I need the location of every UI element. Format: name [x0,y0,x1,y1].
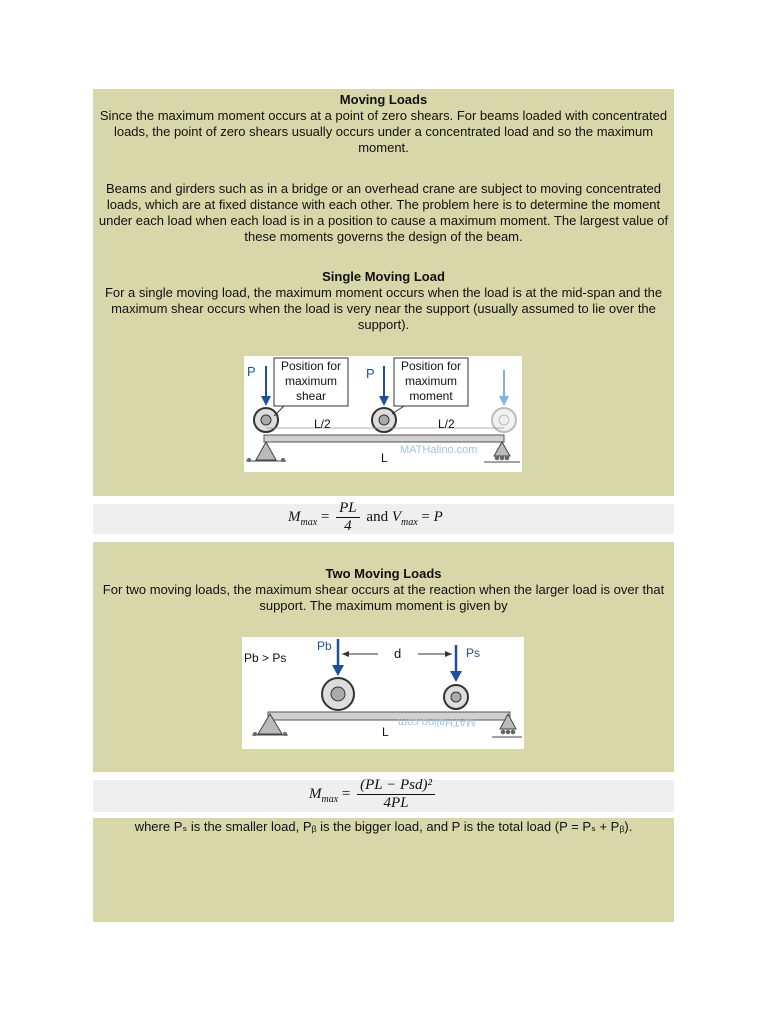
two-loads-formula: $M_{max}$ = $\frac{\text{(PL − Psd)²}}{4PL}$ [309,777,438,812]
watermark-mirrored: MATHalino.com [398,716,476,728]
watermark: MATHalino.com [400,444,478,456]
two-loads-diagram [242,637,524,749]
v-symbol: V [391,508,401,525]
single-load-formula: $M_{max}$ = $\frac{PL}{4}$ and $V_{max} = P$ [288,500,443,534]
max-shear-callout [274,359,348,404]
fraction-denominator: 4 [344,518,352,534]
fraction-denominator-2: 4PL [383,795,409,811]
where-definitions-text: where Pₛ is the smaller load, Pᵦ is the bigger load, and P is the total load (P = Pₛ + Pᵦ). [134,819,633,834]
pb-greater-ps-label: Pb > Ps [244,651,287,665]
pl-over-4-fraction [336,500,360,535]
p-label-left: P [247,364,256,379]
two-moving-loads-heading: Two Moving Loads [325,566,442,581]
p-rhs: P [433,508,443,525]
half-span-right-label: L/2 [438,417,455,431]
moving-loads-heading: Moving Loads [339,92,428,107]
fraction-numerator-2: (PL − Psd)² [357,777,435,795]
m-symbol-2: M [309,785,322,802]
half-span-left-label: L/2 [314,417,331,431]
max-shear-callout-line-1: Position for [280,359,342,373]
span-label: L [381,451,388,465]
single-moving-load-paragraph: For a single moving load, the maximum moment occurs when the load is at the mid-span and the maximum shear occurs when the load is very near the support (usually assumed to lie over the support). [104,285,663,332]
single-moving-load-heading: Single Moving Load [322,269,445,284]
max-shear-callout-line-2: maximum [284,374,337,388]
m-subscript: max [300,516,318,528]
single-load-diagram [244,356,522,472]
m-symbol: M [288,508,301,525]
moving-loads-paragraph-2: Beams and girders such as in a bridge or an overhead crane are subject to moving concentrated loads, which are at fixed distance with each other. The problem here is to determine the moment under each load when each load is in a position to cause a maximum moment. The largest value of these moments governs the design of the beam. [98,181,669,244]
two-loads-formula-bar [93,777,674,812]
v-subscript: max [401,516,418,528]
ps-label: Ps [466,646,481,660]
max-moment-callout [394,359,468,404]
span-label-2: L [382,725,389,739]
moving-loads-paragraph-1: Since the maximum moment occurs at a point of zero shears. For beams loaded with concentrated loads, the point of zero shears usually occurs under a concentrated load and so the maximum moment. [99,108,668,155]
two-moving-loads-paragraph: For two moving loads, the maximum shear occurs at the reaction when the larger load is over that support. The maximum moment is given by [102,582,665,613]
max-moment-callout-line-2: maximum [404,374,457,388]
d-label: d [394,646,402,661]
fraction-numerator: PL [336,500,360,518]
pb-label: Pb [317,639,332,653]
max-moment-callout-line-3: moment [409,389,453,403]
max-shear-callout-line-3: shear [295,389,327,403]
max-moment-callout-line-1: Position for [400,359,462,373]
max-moment-fraction [357,777,435,812]
definitions-panel [93,818,674,922]
single-load-formula-bar [93,500,674,534]
m-subscript-2: max [321,793,339,805]
and-word: and [366,508,389,525]
p-label-mid: P [366,366,375,381]
